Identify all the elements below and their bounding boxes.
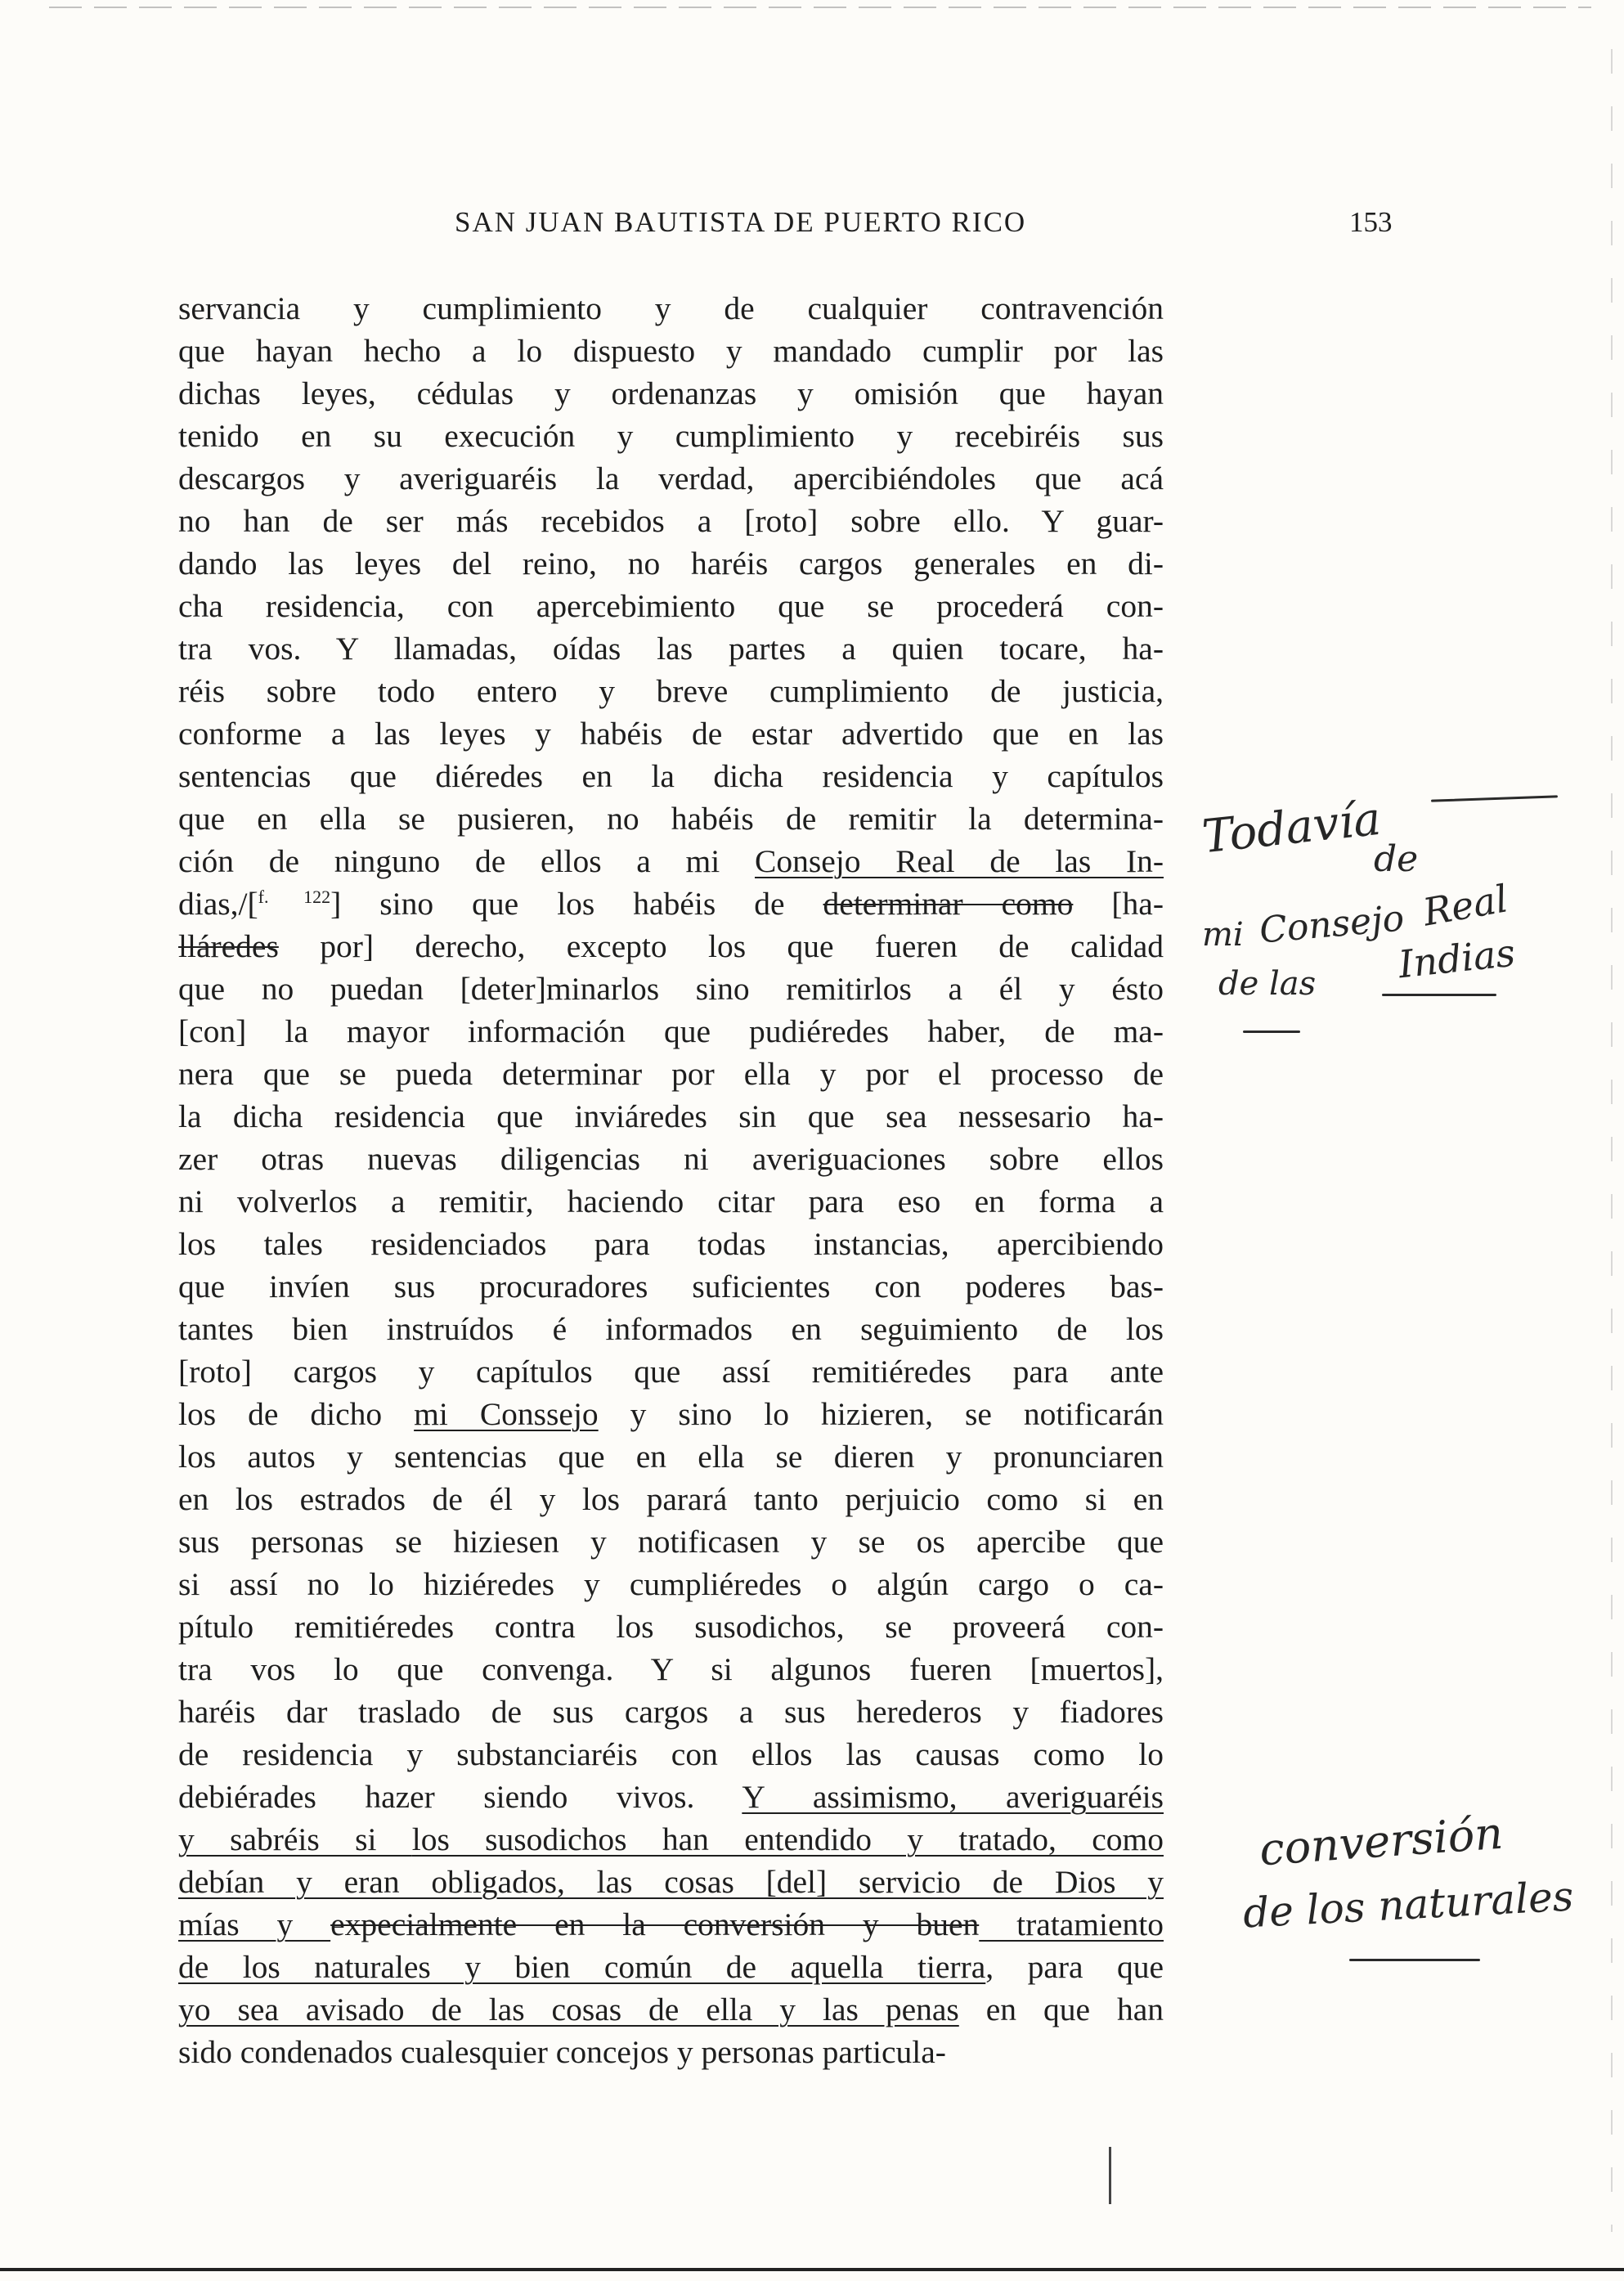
margin-note-1 [1202,769,1578,1039]
text-line: yo sea avisado de las cosas de ella y las penas en que han [178,1991,1164,2027]
underlined-phrase: Consejo Real de las In- [755,843,1164,879]
text-line: que no puedan [deter]minarlos sino remitirlos a él y ésto [178,971,1164,1007]
text-line: la dicha residencia que inviáredes sin que sea nessesario ha- [178,1098,1164,1134]
text-line: dando las leyes del reino, no haréis cargos generales en di- [178,546,1164,581]
folio-marker: f. 122 [258,887,331,907]
text-line: servancia y cumplimiento y de cualquier contravención [178,290,1164,326]
underlined-phrase: Y assimismo, averiguaréis [742,1779,1164,1815]
text-line: descargos y averiguaréis la verdad, apercibiéndoles que acá [178,460,1164,496]
text-line: lláredes por] derecho, excepto los que fueren de calidad [178,928,1164,964]
pen-underline [1243,1030,1300,1033]
struck-phrase: expecialmente en la conversión y buen [330,1906,980,1942]
margin-note-word: conversión [1258,1807,1505,1876]
pen-underline [1349,1959,1480,1961]
running-head: SAN JUAN BAUTISTA DE PUERTO RICO [455,206,1027,238]
scan-edge-bottom [0,2268,1624,2271]
margin-note-word: Indias [1396,930,1518,987]
underlined-phrase: debían y eran obligados, las cosas [del] servicio de Dios y [178,1864,1164,1900]
text-line: de los naturales y bien común de aquella tierra, para que [178,1949,1164,1985]
scan-artifact-line [1109,2147,1111,2204]
text-line: y sabréis si los susodichos han entendido y tratado, como [178,1821,1164,1857]
page-number: 153 [1349,206,1393,238]
text-line: dias,/[$^{f. 122}$] sino que los habéis de determinar como [ha- [178,886,1164,922]
text-line [178,1861,1164,1903]
text-line: mías y expecialmente en la conversión y buen tratamiento [178,1906,1164,1942]
text-line: que invíen sus procuradores suficientes con poderes bas- [178,1268,1164,1304]
margin-note-word: Real [1420,876,1511,935]
text-line: ción de ninguno de ellos a mi Consejo Real de las In- [178,843,1164,879]
text-line: sido condenados cualesquier concejos y personas particula- [178,2034,946,2070]
margin-note-word: de las [1218,965,1317,1003]
text-line: réis sobre todo entero y breve cumplimiento de justicia, [178,673,1164,709]
text-line: ni volverlos a remitir, haciendo citar para eso en forma a [178,1183,1164,1219]
text-line: haréis dar traslado de sus cargos a sus herederos y fiadores [178,1694,1164,1730]
text-line: que en ella se pusieren, no habéis de remitir la determina- [178,801,1164,837]
text-line: pítulo remitiéredes contra los susodichos, se proveerá con- [178,1609,1164,1645]
text-line: los tales residenciados para todas instancias, apercibiendo [178,1226,1164,1262]
margin-note-word: Todavía [1200,792,1384,864]
underlined-phrase: mi Conssejo [414,1396,599,1432]
text-line: tantes bien instruídos é informados en seguimiento de los [178,1311,1164,1347]
underlined-phrase: yo sea avisado de las cosas de ella y las penas [178,1991,959,2027]
text-line: que hayan hecho a lo dispuesto y mandado cumplir por las [178,333,1164,369]
margin-note-word: de [1374,838,1419,880]
text-line: en los estrados de él y los parará tanto perjuicio como si en [178,1481,1164,1517]
text-line: tenido en su execución y cumplimiento y recebiréis sus [178,418,1164,454]
underlined-phrase: de los naturales y bien común de aquella tierra [178,1949,986,1985]
text-line: sus personas se hiziesen y notificasen y se os apercibe que [178,1524,1164,1560]
margin-note-word: mi [1202,916,1244,954]
struck-phrase: determinar como [823,886,1074,922]
text-line: tra vos. Y llamadas, oídas las partes a quien tocare, ha- [178,631,1164,667]
text-line: los de dicho mi Conssejo y sino lo hizieren, se notificarán [178,1396,1164,1432]
text-line: si assí no lo hiziéredes y cumpliéredes o algún cargo o ca- [178,1566,1164,1602]
text-line: nera que se pueda determinar por ella y por el processo de [178,1056,1164,1092]
scan-edge-top [49,7,1591,8]
text-line: no han de ser más recebidos a [roto] sobre ello. Y guar- [178,503,1164,539]
text-line: conforme a las leyes y habéis de estar advertido que en las [178,716,1164,752]
text-line: de residencia y substanciaréis con ellos las causas como lo [178,1736,1164,1772]
pen-underline [1382,994,1496,996]
scan-edge-right [1611,49,1613,2232]
text-line: dichas leyes, cédulas y ordenanzas y omisión que hayan [178,375,1164,411]
margin-note-word: de los naturales [1241,1872,1575,1938]
text-line: tra vos lo que convenga. Y si algunos fueren [muertos], [178,1651,1164,1687]
underlined-phrase: los susodichos han entendido y tratado, como [411,1821,1164,1857]
text-line: zer otras nuevas diligencias ni averiguaciones sobre ellos [178,1141,1164,1177]
struck-phrase: lláredes [178,928,279,964]
text-line: [con] la mayor información que pudiéredes haber, de ma- [178,1013,1164,1049]
text-line: cha residencia, con apercebimiento que se procederá con- [178,588,1164,624]
text-line: sentencias que diéredes en la dicha residencia y capítulos [178,758,1164,794]
text-line: los autos y sentencias que en ella se dieren y pronunciaren [178,1439,1164,1475]
text-line: debiérades hazer siendo vivos. Y assimismo, averiguaréis [178,1779,1164,1815]
body-text [178,287,1164,2073]
text-line: [roto] cargos y capítulos que assí remitiéredes para ante [178,1354,1164,1390]
margin-note-word: Consejo [1258,897,1406,952]
margin-note-2 [1243,1799,1611,1955]
